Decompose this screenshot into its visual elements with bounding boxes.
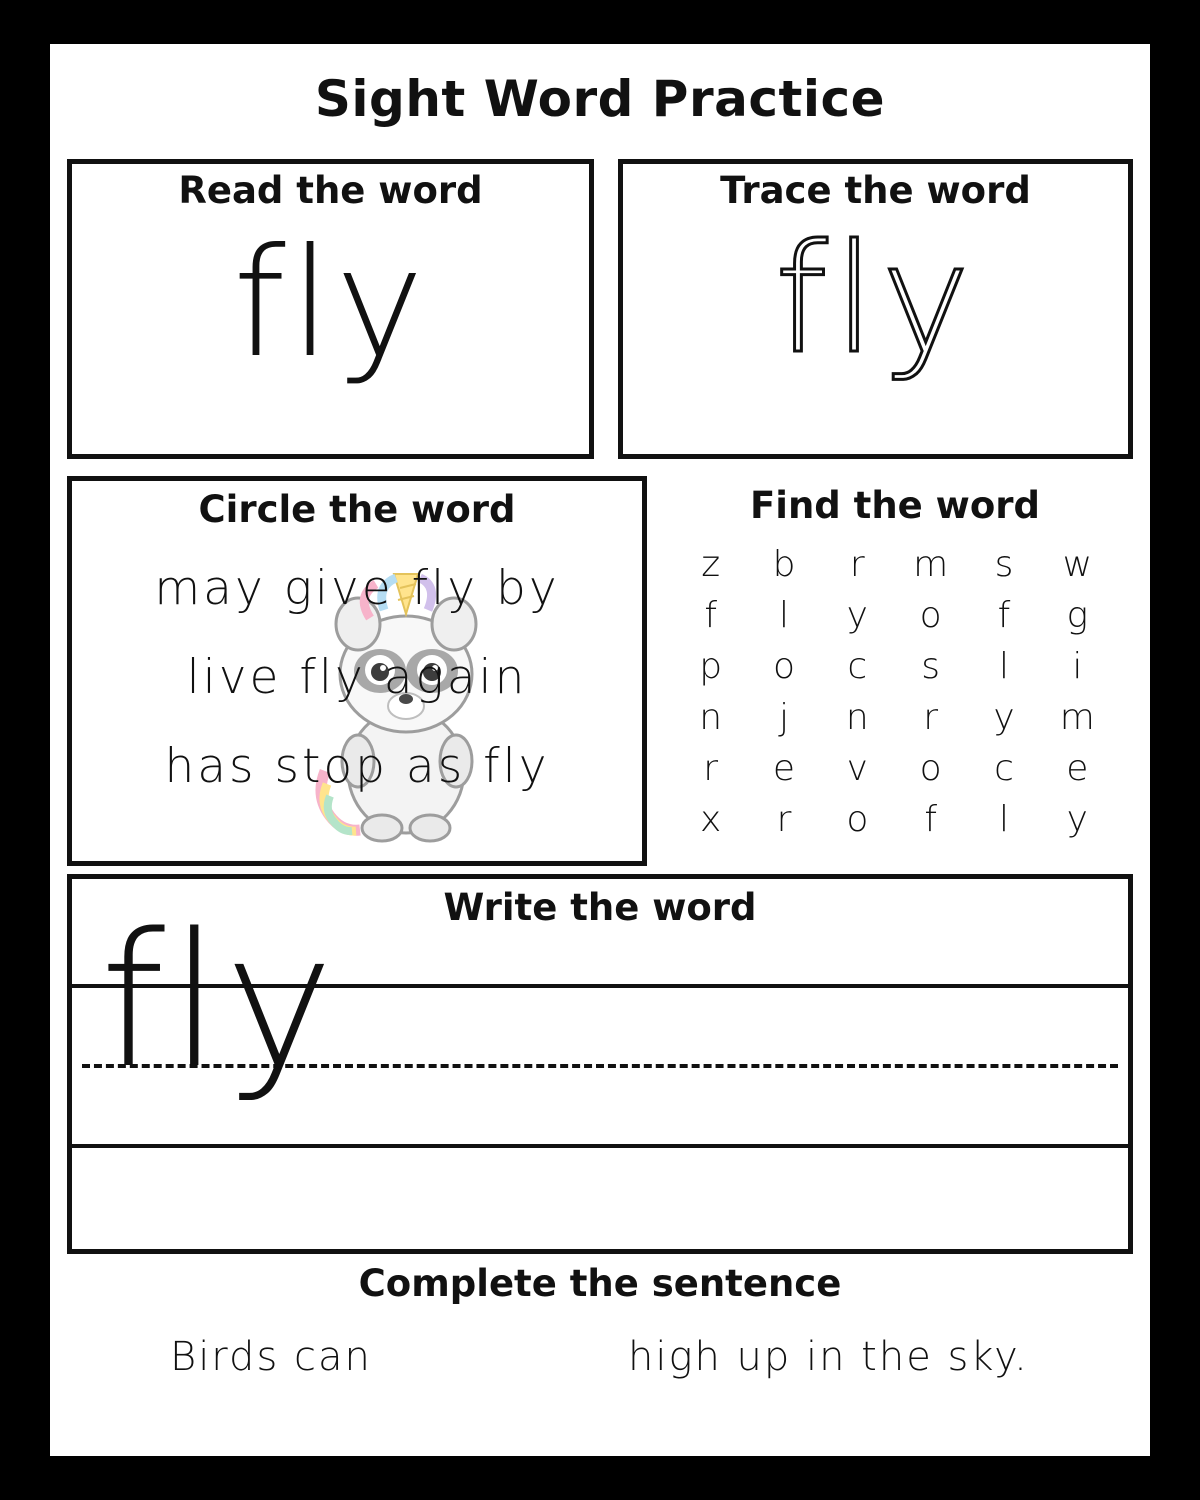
worksheet-page — [50, 44, 1150, 1456]
grid-letter: p — [699, 646, 725, 687]
grid-letter: s — [994, 544, 1016, 585]
grid-letter: j — [778, 697, 791, 738]
grid-letter: r — [703, 748, 721, 789]
write-the-word-heading: Write the word — [443, 886, 757, 929]
trace-the-word-dotted-value: fly — [774, 212, 977, 387]
complete-the-sentence-heading: Complete the sentence — [358, 1262, 842, 1305]
page-title: Sight Word Practice — [314, 70, 886, 128]
circle-line: live fly again — [186, 650, 528, 706]
grid-letter: w — [1062, 544, 1095, 585]
grid-letter: m — [913, 544, 951, 585]
grid-letter: b — [772, 544, 798, 585]
grid-letter: c — [994, 748, 1016, 789]
grid-letter: r — [776, 799, 794, 840]
grid-letter: v — [846, 748, 870, 789]
trace-the-word-box — [618, 159, 1133, 459]
grid-letter: y — [846, 595, 870, 636]
sentence-text-after: high up in the sky. — [628, 1334, 1029, 1380]
grid-letter: r — [923, 697, 941, 738]
grid-letter: n — [845, 697, 871, 738]
grid-letter: z — [701, 544, 723, 585]
write-the-word-box — [67, 874, 1133, 1254]
find-the-word-heading: Find the word — [749, 484, 1040, 527]
grid-letter: l — [778, 595, 791, 636]
grid-letter: i — [1072, 646, 1085, 687]
grid-letter: y — [1066, 799, 1090, 840]
grid-letter: c — [847, 646, 870, 687]
grid-letter: f — [997, 595, 1013, 636]
grid-letter: o — [846, 799, 871, 840]
grid-letter: x — [700, 799, 724, 840]
grid-letter: l — [998, 799, 1011, 840]
grid-letter: s — [921, 646, 943, 687]
grid-letter: n — [699, 697, 725, 738]
trace-the-word-heading: Trace the word — [720, 169, 1031, 212]
read-the-word-value: fly — [232, 216, 429, 391]
circle-the-word-box — [67, 476, 647, 866]
circle-line: may give fly by — [154, 560, 560, 616]
writing-rule-bottom — [72, 1144, 1128, 1148]
grid-letter: f — [924, 799, 939, 840]
read-the-word-heading: Read the word — [178, 169, 483, 212]
circle-line: has stop as fly — [164, 739, 550, 795]
grid-letter: e — [1066, 748, 1091, 789]
grid-letter: e — [772, 748, 798, 789]
grid-letter: o — [772, 646, 797, 687]
find-the-word-grid — [675, 544, 1115, 840]
grid-letter: f — [704, 595, 719, 636]
write-the-word-value: fly — [100, 893, 339, 1109]
read-the-word-box — [67, 159, 594, 459]
grid-letter: g — [1066, 595, 1091, 636]
grid-letter: m — [1059, 697, 1097, 738]
grid-letter: r — [849, 544, 867, 585]
grid-letter: o — [919, 748, 944, 789]
grid-letter: l — [998, 646, 1011, 687]
grid-letter: o — [919, 595, 944, 636]
sentence-text-before: Birds can — [170, 1334, 372, 1380]
circle-the-word-heading: Circle the word — [198, 488, 516, 531]
circle-word-lines — [72, 544, 642, 812]
grid-letter: y — [993, 697, 1017, 738]
